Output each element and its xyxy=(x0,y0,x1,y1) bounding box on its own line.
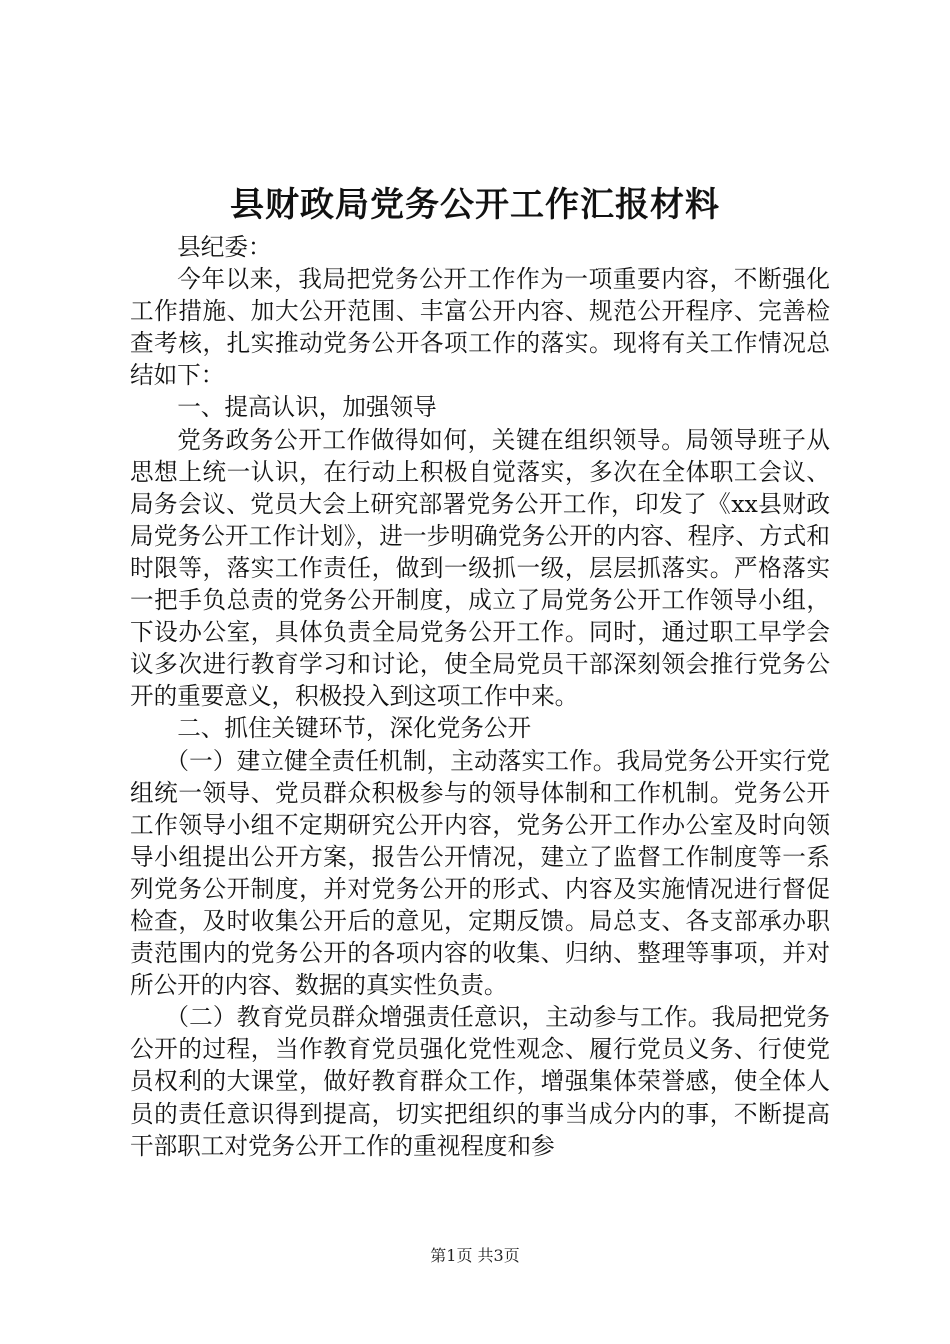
salutation: 县纪委： xyxy=(177,233,272,261)
document-body xyxy=(130,231,830,1162)
section-heading-1: 一、提高认识，加强领导 xyxy=(177,393,437,422)
section-heading-2: 二、抓住关键环节，深化党务公开 xyxy=(177,714,532,743)
section-paragraph-1: 党务政务公开工作做得如何，关键在组织领导。局领导班子从思想上统一认识，在行动上积极自觉落实，多次在全体职工会议、局务会议、党员大会上研究部署党务公开工作，印发了《xx县财政局党务公开工作计划》，进一步明确党务公开的内容、程序、方式和时限等，落实工作责任，做到一级抓一级，层层抓落实。严格落实一把手负总责的党务公开制度，成立了局党务公开工作领导小组，下设办公室，具体负责全局党务公开工作。同时，通过职工早学会议多次进行教育学习和讨论，使全局党员干部深刻领会推行党务公开的重要意义，积极投入到这项工作中来。 xyxy=(130,425,830,711)
intro-paragraph: 今年以来，我局把党务公开工作作为一项重要内容，不断强化工作措施、加大公开范围、丰富公开内容、规范公开程序、完善检查考核，扎实推动党务公开各项工作的落实。现将有关工作情况总结如下： xyxy=(130,265,830,390)
section-item-2: （二）教育党员群众增强责任意识，主动参与工作。我局把党务公开的过程，当作教育党员强化党性观念、履行党员义务、行使党员权利的大课堂，做好教育群众工作，增强集体荣誉感，使全体人员的责任意识得到提高，切实把组织的事当成分内的事，不断提高干部职工对党务公开工作的重视程度和参 xyxy=(130,1003,830,1160)
page-indicator: 第1页 共3页 xyxy=(430,1246,520,1265)
document-title: 县财政局党务公开工作汇报材料 xyxy=(230,185,720,225)
section-item-1: （一）建立健全责任机制，主动落实工作。我局党务公开实行党组统一领导、党员群众积极参与的领导体制和工作机制。党务公开工作领导小组不定期研究公开内容，党务公开工作办公室及时向领导小组提出公开方案，报告公开情况，建立了监督工作制度等一系列党务公开制度，并对党务公开的形式、内容及实施情况进行督促检查，及时收集公开后的意见，定期反馈。局总支、各支部承办职责范围内的党务公开的各项内容的收集、归纳、整理等事项，并对所公开的内容、数据的真实性负责。 xyxy=(130,746,830,1000)
